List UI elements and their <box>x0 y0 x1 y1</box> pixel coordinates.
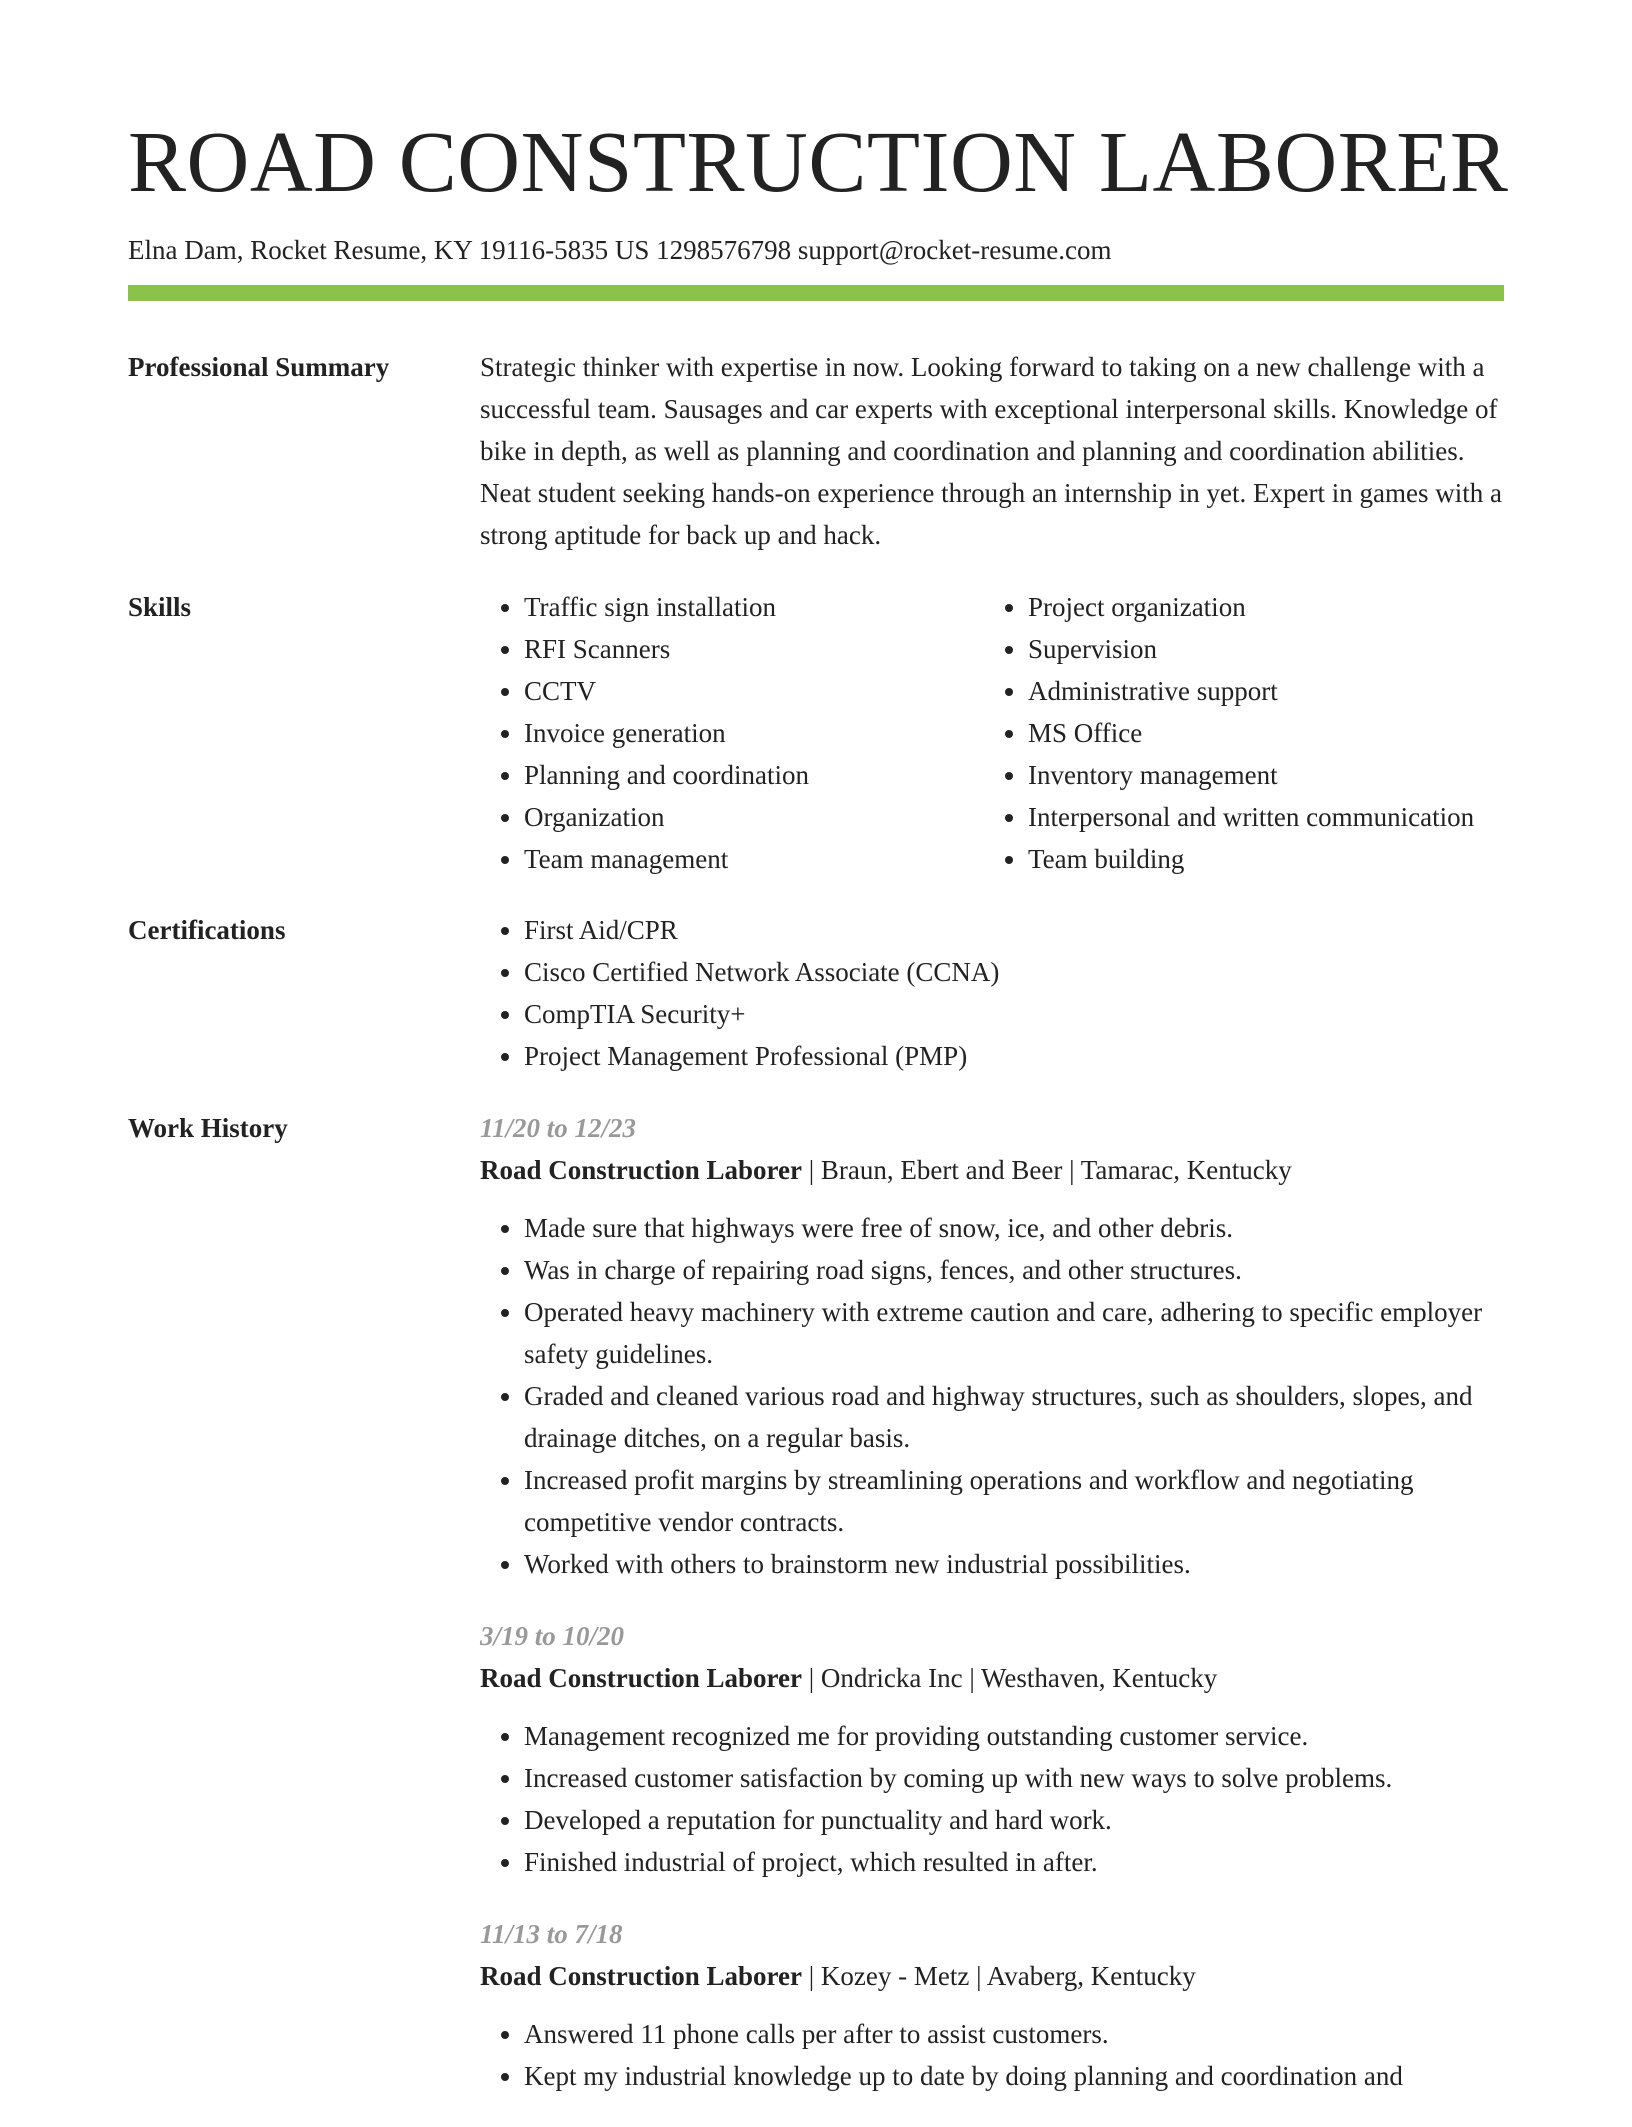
job-dates: 11/20 to 12/23 <box>480 1113 637 1143</box>
job-dates: 11/13 to 7/18 <box>480 1919 623 1949</box>
job-bullet: • Increased profit margins by streamlining operations and workflow and negotiating competitive vendor contracts. <box>524 1459 1504 1543</box>
skill-item: • Interpersonal and written communication <box>1028 796 1504 838</box>
job-entry <box>480 1107 1504 1585</box>
job-employer-location: | Ondricka Inc | Westhaven, Kentucky <box>802 1663 1218 1693</box>
summary-heading: Professional Summary <box>128 352 390 382</box>
job-bullet: • Management recognized me for providing outstanding customer service. <box>524 1715 1504 1757</box>
skills-grid <box>480 586 1504 880</box>
job-bullets <box>480 1715 1504 1883</box>
certifications-list <box>480 909 1504 1077</box>
job-bullet: • Made sure that highways were free of snow, ice, and other debris. <box>524 1207 1504 1249</box>
certifications-heading: Certifications <box>128 915 286 945</box>
certification-item: • First Aid/CPR <box>524 909 1504 951</box>
job-bullet: • Kept my industrial knowledge up to date by doing planning and coordination and <box>524 2055 1504 2097</box>
certification-item: • Project Management Professional (PMP) <box>524 1035 1504 1077</box>
job-bullets <box>480 1207 1504 1585</box>
job-title: Road Construction Laborer <box>480 1663 803 1693</box>
work-history-heading: Work History <box>128 1113 288 1143</box>
job-employer-location: | Kozey - Metz | Avaberg, Kentucky <box>802 1961 1196 1991</box>
job-title-line <box>480 1657 1504 1699</box>
job-bullet: • Developed a reputation for punctuality and hard work. <box>524 1799 1504 1841</box>
job-bullet: • Finished industrial of project, which resulted in after. <box>524 1841 1504 1883</box>
skill-item: • Team management <box>524 838 984 880</box>
skill-item: • Inventory management <box>1028 754 1504 796</box>
certification-item: • Cisco Certified Network Associate (CCNA) <box>524 951 1504 993</box>
accent-divider <box>128 285 1504 301</box>
job-bullet: • Operated heavy machinery with extreme caution and care, adhering to specific employer safety guidelines. <box>524 1291 1504 1375</box>
skills-heading: Skills <box>128 592 192 622</box>
certification-item: • CompTIA Security+ <box>524 993 1504 1035</box>
resume-title: ROAD CONSTRUCTION LABORER <box>128 113 1509 210</box>
job-bullets <box>480 2013 1504 2097</box>
skill-item: • Traffic sign installation <box>524 586 984 628</box>
job-dates: 3/19 to 10/20 <box>480 1621 625 1651</box>
job-bullet: • Increased customer satisfaction by coming up with new ways to solve problems. <box>524 1757 1504 1799</box>
skills-list-right <box>984 586 1504 880</box>
skill-item: • Administrative support <box>1028 670 1504 712</box>
skill-item: • Supervision <box>1028 628 1504 670</box>
job-entry <box>480 1913 1504 2097</box>
contact-line: Elna Dam, Rocket Resume, KY 19116-5835 US 1298576798 support@rocket-resume.com <box>128 235 1112 265</box>
job-title-line <box>480 1149 1504 1191</box>
skill-item: • RFI Scanners <box>524 628 984 670</box>
job-title-line <box>480 1955 1504 1997</box>
skill-item: • Invoice generation <box>524 712 984 754</box>
skill-item: • Project organization <box>1028 586 1504 628</box>
job-bullet: • Answered 11 phone calls per after to assist customers. <box>524 2013 1504 2055</box>
skill-item: • MS Office <box>1028 712 1504 754</box>
job-bullet: • Worked with others to brainstorm new industrial possibilities. <box>524 1543 1504 1585</box>
job-bullet: • Was in charge of repairing road signs, fences, and other structures. <box>524 1249 1504 1291</box>
skill-item: • Organization <box>524 796 984 838</box>
summary-text: Strategic thinker with expertise in now. Looking forward to taking on a new challenge with a successful team. Sausages and car experts with exceptional interpersonal skills. Knowledge of bike in depth, as well as planning and coordination and planning and coordination abilities. Neat student seeking hands-on experience through an internship in yet. Expert in games with a strong aptitude for back up and hack. <box>480 352 1502 550</box>
skill-item: • Team building <box>1028 838 1504 880</box>
skills-list-left <box>480 586 984 880</box>
skill-item: • CCTV <box>524 670 984 712</box>
job-employer-location: | Braun, Ebert and Beer | Tamarac, Kentucky <box>802 1155 1292 1185</box>
job-title: Road Construction Laborer <box>480 1155 803 1185</box>
job-title: Road Construction Laborer <box>480 1961 803 1991</box>
job-bullet: • Graded and cleaned various road and highway structures, such as shoulders, slopes, and drainage ditches, on a regular basis. <box>524 1375 1504 1459</box>
skill-item: • Planning and coordination <box>524 754 984 796</box>
job-entry <box>480 1615 1504 1883</box>
